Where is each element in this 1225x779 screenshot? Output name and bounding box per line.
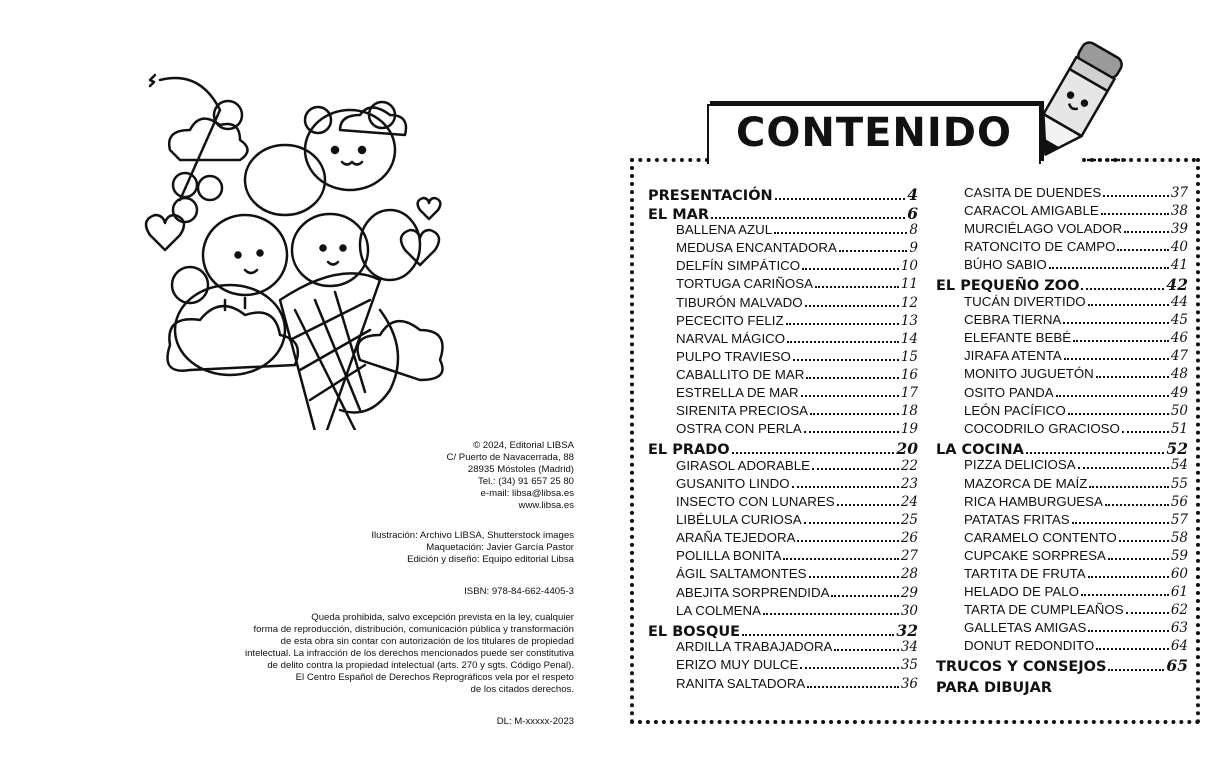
toc-page-number: 40 [1170,239,1188,256]
leader-dots [802,268,899,270]
credits [371,530,574,566]
leader-dots [1072,522,1169,524]
leader-dots [732,452,895,454]
toc-entry [648,585,918,603]
toc-page-number: 36 [900,675,918,692]
leader-dots [806,377,898,379]
toc-entry [936,294,1188,312]
toc-label: HELADO DE PALO [964,584,1080,600]
toc-entry [936,221,1188,239]
cute-animals-illustration [130,70,450,430]
toc-label: PIZZA DELICIOSA [964,457,1076,473]
toc-label: EL PEQUEÑO ZOO [936,278,1080,295]
toc-entry [648,603,918,621]
address-line: Tel.: (34) 91 657 25 80 [477,476,574,487]
toc-entry [648,657,918,675]
leader-dots [1105,504,1169,506]
leader-dots [783,558,898,560]
leader-dots [1096,648,1169,650]
toc-label: RATONCITO DE CAMPO [964,239,1116,255]
leader-dots [1088,304,1169,306]
toc-entry [648,676,918,694]
toc-page-number: 49 [1170,384,1188,401]
leader-dots [805,305,899,307]
toc-label: TRUCOS Y CONSEJOS PARA DIBUJAR [936,659,1107,697]
toc-entry [936,457,1188,475]
leader-dots [837,504,899,506]
toc-page-number: 42 [1166,275,1188,295]
toc-page-number: 41 [1170,257,1188,274]
leader-dots [1103,195,1169,197]
toc-label: CARAMELO CONTENTO [964,529,1117,545]
toc-entry [936,366,1188,384]
leader-dots [1063,322,1169,324]
toc-page-number: 65 [1166,656,1188,676]
legal-line: de esta obra sin contar con autorización de los titulares de propiedad [280,636,574,647]
toc-label: LIBÉLULA CURIOSA [676,512,802,528]
toc-label: TARTITA DE FRUTA [964,565,1086,581]
toc-section [648,621,918,640]
leader-dots [786,323,899,325]
leader-dots [1056,395,1169,397]
leader-dots [804,522,899,524]
toc-entry [936,530,1188,548]
toc-page-number: 45 [1170,312,1188,329]
leader-dots [775,198,906,200]
toc-label: DONUT REDONDITO [964,638,1095,654]
toc-entry [648,512,918,530]
toc-label: ERIZO MUY DULCE [676,657,799,673]
toc-page-number: 13 [900,312,918,329]
toc-entry [936,620,1188,638]
toc-entry [936,330,1188,348]
toc-label: MONITO JUGUETÓN [964,366,1094,382]
toc-entry [936,638,1188,656]
toc-section [648,439,918,458]
toc-column-1 [648,185,918,694]
leader-dots [774,232,907,234]
legal-line: de delito contra la propiedad intelectual (arts. 270 y sgts. Código Penal). [267,660,574,671]
toc-entry [648,530,918,548]
toc-page-number: 10 [900,258,918,275]
toc-section [936,439,1188,458]
toc-section [936,275,1188,294]
toc-label: GALLETAS AMIGAS [964,620,1087,636]
toc-page-number: 18 [900,403,918,420]
leader-dots [1089,486,1168,488]
toc-page-number: 47 [1170,348,1188,365]
toc-page-number: 25 [900,512,918,529]
toc-page-number: 50 [1170,402,1188,419]
toc-label: DELFÍN SIMPÁTICO [676,258,801,274]
leader-dots [1088,630,1168,632]
toc-page-number: 54 [1170,457,1188,474]
leader-dots [787,341,899,343]
toc-entry [648,385,918,403]
leader-dots [1078,467,1169,469]
toc-entry [936,239,1188,257]
toc-entry [936,185,1188,203]
toc-label: TIBURÓN MALVADO [676,294,803,310]
leader-dots [810,413,899,415]
toc-label: GIRASOL ADORABLE [676,457,811,473]
legal-line: intelectual. La infracción de los derechos mencionados puede ser constitutiva [244,648,574,659]
toc-page-number: 20 [896,439,918,459]
toc-page-number: 62 [1170,602,1188,619]
leader-dots [1049,267,1169,269]
leader-dots [839,250,908,252]
toc-section [648,185,918,204]
address-line: www.libsa.es [518,500,574,511]
toc-entry [936,566,1188,584]
toc-page-number: 39 [1170,221,1188,238]
toc-page-number: 30 [900,602,918,619]
leader-dots [807,686,899,688]
leader-dots [1117,249,1168,251]
toc-label: PATATAS FRITAS [964,511,1070,527]
toc-label: CASITA DE DUENDES [964,185,1102,200]
leader-dots [1064,358,1169,360]
toc-page-number: 16 [900,366,918,383]
toc-label: ELEFANTE BEBÉ [964,330,1072,346]
toc-label: ÁGIL SALTAMONTES [676,566,807,582]
credits-line: Ilustración: Archivo LIBSA, Shutterstock images [371,530,574,541]
address-line: C/ Puerto de Navacerrada, 88 [446,452,574,463]
toc-label: EL PRADO [648,442,730,459]
toc-page-number: 46 [1170,330,1188,347]
toc-entry [936,257,1188,275]
toc-label: MURCIÉLAGO VOLADOR [964,221,1123,237]
toc-page-number: 17 [900,385,918,402]
leader-dots [1108,669,1164,671]
toc-page-number: 28 [900,566,918,583]
toc-label: EL MAR [648,206,710,223]
toc-entry [936,512,1188,530]
toc-entry [936,602,1188,620]
leader-dots [793,359,899,361]
toc-label: CABALLITO DE MAR [676,366,805,382]
toc-label: CUPCAKE SORPRESA [964,547,1106,563]
leader-dots [804,431,899,433]
toc-label: MEDUSA ENCANTADORA [676,240,837,256]
leader-dots [1122,431,1169,433]
toc-page-number: 22 [900,457,918,474]
toc-entry [936,385,1188,403]
toc-page-number: 61 [1170,584,1188,601]
toc-page-number: 14 [900,330,918,347]
toc-page-number: 15 [900,348,918,365]
legal-line: de los citados derechos. [470,684,574,695]
leader-dots [742,634,894,636]
toc-label: ARAÑA TEJEDORA [676,530,796,546]
toc-entry [648,494,918,512]
toc-page-number: 38 [1170,203,1188,220]
toc-page-number: 37 [1170,185,1188,201]
toc-label: COCODRILO GRACIOSO [964,420,1120,436]
toc-page-number: 23 [900,476,918,492]
toc-label: SIRENITA PRECIOSA [676,403,809,419]
toc-label: LEÓN PACÍFICO [964,402,1066,418]
leader-dots [1108,558,1169,560]
toc-label: CARACOL AMIGABLE [964,203,1099,219]
toc-entry [648,295,918,313]
leader-dots [834,649,898,651]
pencil-mascot-icon [1017,35,1137,165]
credits-line: Maquetación: Javier García Pastor [426,542,574,553]
toc-page-number: 55 [1170,475,1188,492]
toc-section [648,204,918,223]
toc-entry [648,458,918,476]
legal-line: Queda prohibida, salvo excepción prevista en la ley, cualquier [311,612,574,623]
toc-entry [936,403,1188,421]
toc-entry [648,276,918,294]
toc-label: BÚHO SABIO [964,257,1047,273]
toc-entry [936,348,1188,366]
toc-entry [648,331,918,349]
right-page [612,0,1225,779]
leader-dots [809,576,899,578]
toc-page-number: 34 [900,639,918,656]
toc-entry [648,403,918,421]
toc-label: RICA HAMBURGUESA [964,493,1103,509]
toc-page-number: 6 [907,203,918,223]
credits-line: Edición y diseño: Equipo editorial Libsa [407,554,574,565]
leader-dots [1073,340,1169,342]
toc-label: RANITA SALTADORA [676,675,806,691]
leader-dots [1101,213,1169,215]
toc-page-number: 56 [1170,493,1188,510]
leader-dots [1026,452,1165,454]
leader-dots [763,613,899,615]
toc-page-number: 58 [1170,529,1188,546]
leader-dots [1126,612,1169,614]
toc-label: OSITO PANDA [964,384,1054,400]
toc-page-number: 27 [900,548,918,565]
legal-line: forma de reproducción, distribución, comunicación pública y transformación [253,624,574,635]
toc-page-number: 29 [900,584,918,601]
toc-entry [648,548,918,566]
toc-page-number: 12 [900,294,918,311]
leader-dots [1124,231,1169,233]
address-line: © 2024, Editorial LIBSA [473,440,574,451]
address-line: 28935 Móstoles (Madrid) [467,464,574,475]
toc-label: ESTRELLA DE MAR [676,385,799,401]
toc-page-number: 24 [900,494,918,511]
toc-label: ABEJITA SORPRENDIDA [676,584,830,600]
toc-page-number: 51 [1170,420,1188,437]
title-box [707,104,1041,164]
leader-dots [1088,576,1169,578]
toc-label: OSTRA CON PERLA [676,421,802,437]
toc-section [936,656,1188,699]
toc-page-number: 26 [900,530,918,547]
leader-dots [800,667,898,669]
leader-dots [815,286,899,288]
toc-entry [648,421,918,439]
toc-entry [936,494,1188,512]
leader-dots [831,595,898,597]
leader-dots [797,540,898,542]
toc-entry [648,222,918,240]
toc-page-number: 48 [1170,366,1188,383]
publisher-address [447,440,574,512]
page-title: CONTENIDO [735,110,1012,156]
toc-label: ARDILLA TRABAJADORA [676,639,833,655]
toc-entry [648,349,918,367]
address-line: e-mail: libsa@libsa.es [480,488,574,499]
leader-dots [1081,288,1164,290]
legal-deposit: DL: M-xxxxx-2023 [496,716,574,727]
toc-entry [936,584,1188,602]
toc-entry [648,240,918,258]
toc-entry [648,258,918,276]
toc-entry [936,548,1188,566]
leader-dots [792,486,899,488]
toc-label: JIRAFA ATENTA [964,348,1062,364]
toc-entry [648,313,918,331]
toc-label: BALLENA AZUL [676,222,773,238]
leader-dots [812,468,899,470]
toc-page-number: 64 [1170,638,1188,655]
toc-page-number: 59 [1170,547,1188,564]
toc-column-2 [936,185,1188,699]
toc-label: LA COCINA [936,441,1024,458]
toc-page-number: 9 [909,240,918,257]
toc-page-number: 11 [900,276,918,293]
legal-notice [114,612,574,696]
toc-page-number: 35 [900,657,918,674]
toc-page-number: 44 [1170,294,1188,311]
leader-dots [801,395,899,397]
toc-page-number: 8 [909,222,918,239]
toc-entry [936,203,1188,221]
toc-entry [648,367,918,385]
leader-dots [711,217,905,219]
toc-page-number: 19 [900,421,918,438]
toc-label: PECECITO FELIZ [676,312,784,328]
toc-entry [648,639,918,657]
toc-label: TORTUGA CARIÑOSA [676,276,813,292]
toc-label: GUSANITO LINDO [676,476,790,491]
left-page [0,0,612,779]
leader-dots [1119,540,1169,542]
isbn: ISBN: 978-84-662-4405-3 [464,586,574,597]
toc-label: INSECTO CON LUNARES [676,494,835,510]
leader-dots [1081,594,1169,596]
toc-label: CEBRA TIERNA [964,312,1062,328]
toc-label: PRESENTACIÓN [648,188,773,204]
toc-page-number: 57 [1170,511,1188,528]
toc-label: MAZORCA DE MAÍZ [964,475,1088,491]
toc-label: LA COLMENA [676,602,761,618]
toc-page-number: 4 [907,185,918,204]
toc-entry [936,476,1188,494]
toc-page-number: 32 [896,620,918,640]
leader-dots [1068,413,1169,415]
toc-label: TARTA DE CUMPLEAÑOS [964,602,1124,618]
toc-entry [936,312,1188,330]
toc-page-number: 63 [1170,620,1188,637]
toc-label: POLILLA BONITA [676,548,782,564]
toc-page-number: 60 [1170,565,1188,582]
toc-label: NARVAL MÁGICO [676,330,786,346]
leader-dots [1096,376,1169,378]
toc-page-number: 52 [1166,438,1188,458]
toc-entry [936,421,1188,439]
toc-entry [648,476,918,494]
toc-label: TUCÁN DIVERTIDO [964,294,1086,310]
legal-line: El Centro Español de Derechos Reprográficos vela por el respeto [295,672,574,683]
toc-label: PULPO TRAVIESO [676,348,791,364]
toc-entry [648,566,918,584]
toc-label: EL BOSQUE [648,623,741,640]
